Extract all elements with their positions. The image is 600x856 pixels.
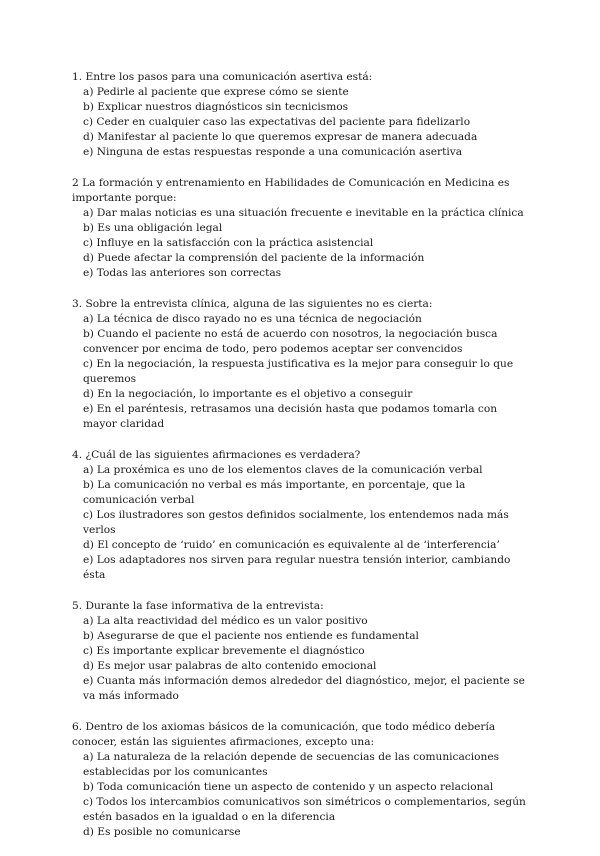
option-c: c) Es importante explicar brevemente el diagnóstico (83, 645, 365, 657)
option-c: c) En la negociación, la respuesta justificativa es la mejor para conseguir lo que queremos (83, 358, 514, 385)
option-c: c) Los ilustradores son gestos definidos socialmente, los entendemos nada más verlos (83, 509, 509, 536)
option-a: a) Pedirle al paciente que exprese cómo se siente (83, 86, 349, 98)
question-1 (72, 70, 532, 160)
question-stem: 2 La formación y entrenamiento en Habilidades de Comunicación en Medicina es importante porque: (72, 177, 510, 204)
option-e: e) Todas las anteriores son correctas (83, 267, 282, 279)
question-stem: 4. ¿Cuál de las siguientes afirmaciones es verdadera? (72, 449, 361, 461)
option-e: e) Ninguna de estas respuestas responde a una comunicación asertiva (83, 146, 463, 158)
option-e: e) Cuanta más información demos alrededor del diagnóstico, mejor, el paciente se va más informado (83, 675, 525, 702)
option-b: b) La comunicación no verbal es más importante, en porcentaje, que la comunicación verbal (83, 479, 466, 506)
option-d: d) Es mejor usar palabras de alto contenido emocional (83, 660, 377, 672)
question-2 (72, 176, 532, 281)
option-a: a) Dar malas noticias es una situación frecuente e inevitable en la práctica clínica (83, 207, 524, 219)
question-6 (72, 720, 532, 840)
question-stem: 5. Durante la fase informativa de la entrevista: (72, 600, 324, 612)
option-d: d) El concepto de ‘ruido’ en comunicación es equivalente al de ‘interferencia’ (83, 539, 500, 551)
option-a: a) La proxémica es uno de los elementos claves de la comunicación verbal (83, 464, 483, 476)
option-b: b) Es una obligación legal (83, 222, 223, 234)
question-4 (72, 448, 532, 583)
option-c: c) Todos los intercambios comunicativos son simétricos o complementarios, según estén basados en la igualdad o en la diferencia (83, 796, 526, 823)
option-e: e) Los adaptadores nos sirven para regular nuestra tensión interior, cambiando ésta (83, 554, 511, 581)
option-b: b) Cuando el paciente no está de acuerdo con nosotros, la negociación busca convencer por encima de todo, pero podemos aceptar ser convencidos (83, 328, 498, 355)
option-b: b) Toda comunicación tiene un aspecto de contenido y un aspecto relacional (83, 781, 494, 793)
option-d: d) Manifestar al paciente lo que queremos expresar de manera adecuada (83, 131, 478, 143)
question-5 (72, 599, 532, 704)
document-page (72, 70, 532, 856)
option-a: a) La naturaleza de la relación depende de secuencias de las comunicaciones establecidas por los comunicantes (83, 751, 500, 778)
option-d: d) Puede afectar la comprensión del paciente de la información (83, 252, 425, 264)
option-a: a) La técnica de disco rayado no es una técnica de negociación (83, 313, 422, 325)
question-stem: 1. Entre los pasos para una comunicación asertiva está: (72, 71, 373, 83)
option-e: e) En el paréntesis, retrasamos una decisión hasta que podamos tomarla con mayor claridad (83, 403, 498, 430)
option-b: b) Asegurarse de que el paciente nos entiende es fundamental (83, 630, 419, 642)
question-stem: 3. Sobre la entrevista clínica, alguna de las siguientes no es cierta: (72, 298, 433, 310)
question-3 (72, 297, 532, 432)
option-d: d) Es posible no comunicarse (83, 826, 241, 838)
option-a: a) La alta reactividad del médico es un valor positivo (83, 615, 368, 627)
option-c: c) Ceder en cualquier caso las expectativas del paciente para fidelizarlo (83, 116, 471, 128)
option-c: c) Influye en la satisfacción con la práctica asistencial (83, 237, 374, 249)
question-stem: 6. Dentro de los axiomas básicos de la comunicación, que todo médico debería conocer, están las siguientes afirmaciones, excepto una: (72, 721, 496, 748)
option-d: d) En la negociación, lo importante es el objetivo a conseguir (83, 388, 413, 400)
option-b: b) Explicar nuestros diagnósticos sin tecnicismos (83, 101, 349, 113)
